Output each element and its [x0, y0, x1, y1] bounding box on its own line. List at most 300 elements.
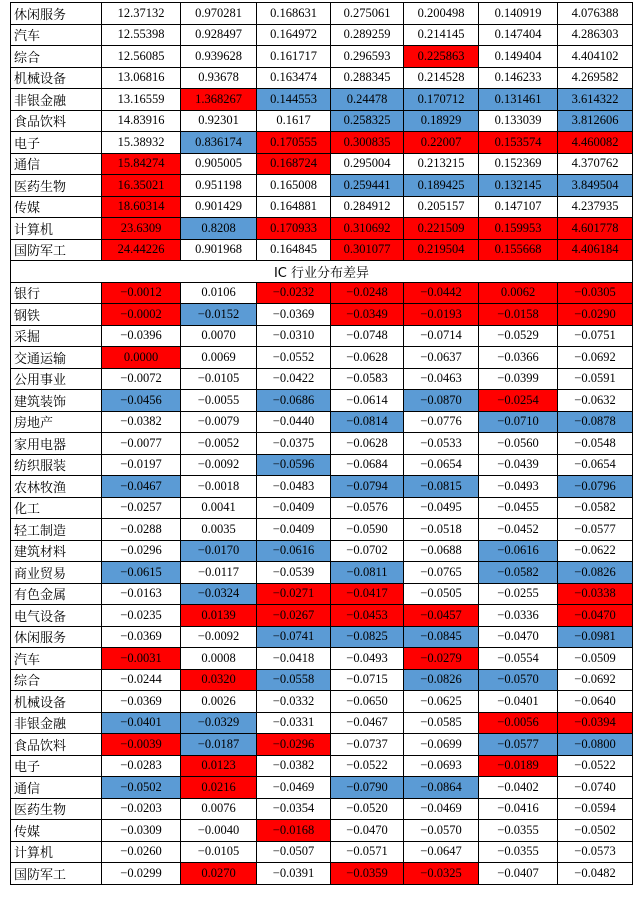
industry-name-cell: 化工: [11, 497, 102, 519]
value-cell: −0.0092: [181, 626, 257, 648]
value-cell: −0.0290: [558, 304, 633, 326]
value-cell: −0.0254: [479, 390, 558, 412]
value-cell: −0.0520: [331, 798, 404, 820]
value-cell: −0.0740: [558, 777, 633, 799]
industry-name-cell: 银行: [11, 282, 102, 304]
value-cell: −0.0715: [331, 669, 404, 691]
value-cell: 0.0106: [181, 282, 257, 304]
value-cell: −0.0349: [331, 304, 404, 326]
value-cell: −0.0375: [257, 433, 331, 455]
value-cell: 0.0216: [181, 777, 257, 799]
industry-name-cell: 商业贸易: [11, 562, 102, 584]
value-cell: −0.0688: [404, 540, 479, 562]
value-cell: −0.0699: [404, 734, 479, 756]
value-cell: −0.0203: [102, 798, 181, 820]
value-cell: −0.0244: [102, 669, 181, 691]
industry-name-cell: 电气设备: [11, 605, 102, 627]
industry-name-cell: 钢铁: [11, 304, 102, 326]
value-cell: −0.0422: [257, 368, 331, 390]
value-cell: −0.0189: [479, 755, 558, 777]
value-cell: −0.0331: [257, 712, 331, 734]
value-cell: 0.296593: [331, 46, 404, 68]
value-cell: −0.0748: [331, 325, 404, 347]
value-cell: −0.0271: [257, 583, 331, 605]
value-cell: −0.0417: [331, 583, 404, 605]
ic-table-row: [11, 540, 633, 562]
value-cell: 12.56085: [102, 46, 181, 68]
ic-table-row: [11, 583, 633, 605]
value-cell: 0.0123: [181, 755, 257, 777]
value-cell: −0.0628: [331, 347, 404, 369]
value-cell: −0.0382: [102, 411, 181, 433]
ic-table-row: [11, 411, 633, 433]
value-cell: 0.133039: [479, 110, 558, 132]
value-cell: 0.92301: [181, 110, 257, 132]
ic-table-row: [11, 755, 633, 777]
value-cell: 0.836174: [181, 132, 257, 154]
value-cell: 0.901429: [181, 196, 257, 218]
value-cell: −0.0576: [331, 497, 404, 519]
value-cell: −0.0355: [479, 841, 558, 863]
value-cell: −0.0079: [181, 411, 257, 433]
value-cell: 18.60314: [102, 196, 181, 218]
industry-name-cell: 采掘: [11, 325, 102, 347]
value-cell: −0.0577: [558, 519, 633, 541]
value-cell: −0.0571: [331, 841, 404, 863]
value-cell: −0.0354: [257, 798, 331, 820]
ic-table-row: [11, 497, 633, 519]
value-cell: −0.0369: [102, 691, 181, 713]
value-cell: 0.221509: [404, 218, 479, 240]
value-cell: 15.84274: [102, 153, 181, 175]
value-cell: −0.0845: [404, 626, 479, 648]
ic-table-row: [11, 519, 633, 541]
value-cell: −0.0453: [331, 605, 404, 627]
value-cell: −0.0741: [257, 626, 331, 648]
value-cell: −0.0692: [558, 347, 633, 369]
value-cell: −0.0309: [102, 820, 181, 842]
value-cell: −0.0170: [181, 540, 257, 562]
industry-name-cell: 农林牧渔: [11, 476, 102, 498]
ic-table-row: [11, 433, 633, 455]
value-cell: 3.812606: [558, 110, 633, 132]
industry-name-cell: 休闲服务: [11, 3, 102, 25]
value-cell: 0.18929: [404, 110, 479, 132]
value-cell: 4.460082: [558, 132, 633, 154]
value-cell: −0.0509: [558, 648, 633, 670]
value-cell: 0.0026: [181, 691, 257, 713]
value-cell: −0.0235: [102, 605, 181, 627]
industry-name-cell: 机械设备: [11, 691, 102, 713]
value-cell: 0.161717: [257, 46, 331, 68]
ic-table-row: [11, 777, 633, 799]
value-cell: −0.0399: [479, 368, 558, 390]
value-cell: 0.0008: [181, 648, 257, 670]
value-cell: −0.0469: [404, 798, 479, 820]
ic-table-row: [11, 605, 633, 627]
value-cell: −0.0714: [404, 325, 479, 347]
value-cell: −0.0765: [404, 562, 479, 584]
value-cell: 0.168631: [257, 3, 331, 25]
industry-name-cell: 家用电器: [11, 433, 102, 455]
value-cell: 4.237935: [558, 196, 633, 218]
value-cell: −0.0583: [331, 368, 404, 390]
value-cell: −0.0416: [479, 798, 558, 820]
value-cell: −0.0811: [331, 562, 404, 584]
value-cell: 0.1617: [257, 110, 331, 132]
value-cell: −0.0878: [558, 411, 633, 433]
ic-table-row: [11, 325, 633, 347]
value-cell: −0.0470: [558, 605, 633, 627]
value-cell: −0.0737: [331, 734, 404, 756]
industry-name-cell: 汽车: [11, 24, 102, 46]
value-cell: −0.0654: [404, 454, 479, 476]
value-cell: 0.144553: [257, 89, 331, 111]
value-cell: 0.147107: [479, 196, 558, 218]
value-cell: 0.164972: [257, 24, 331, 46]
value-cell: −0.0582: [479, 562, 558, 584]
ic-table-row: [11, 734, 633, 756]
value-cell: 0.289259: [331, 24, 404, 46]
value-cell: 0.0000: [102, 347, 181, 369]
value-cell: 0.200498: [404, 3, 479, 25]
value-cell: −0.0056: [479, 712, 558, 734]
value-cell: −0.0632: [558, 390, 633, 412]
value-cell: −0.0467: [331, 712, 404, 734]
value-cell: −0.0255: [479, 583, 558, 605]
value-cell: −0.0470: [479, 626, 558, 648]
value-cell: 0.301077: [331, 239, 404, 261]
value-cell: 16.35021: [102, 175, 181, 197]
value-cell: −0.0684: [331, 454, 404, 476]
value-cell: 4.601778: [558, 218, 633, 240]
value-cell: −0.0628: [331, 433, 404, 455]
top-table-row: [11, 132, 633, 154]
value-cell: 0.951198: [181, 175, 257, 197]
value-cell: −0.0560: [479, 433, 558, 455]
ic-table-row: [11, 841, 633, 863]
value-cell: −0.0279: [404, 648, 479, 670]
value-cell: −0.0573: [558, 841, 633, 863]
value-cell: 14.83916: [102, 110, 181, 132]
value-cell: −0.0168: [257, 820, 331, 842]
value-cell: −0.0585: [404, 712, 479, 734]
value-cell: −0.0329: [181, 712, 257, 734]
value-cell: −0.0870: [404, 390, 479, 412]
value-cell: −0.0359: [331, 863, 404, 885]
value-cell: −0.0800: [558, 734, 633, 756]
industry-name-cell: 医药生物: [11, 798, 102, 820]
value-cell: −0.0401: [479, 691, 558, 713]
value-cell: −0.0693: [404, 755, 479, 777]
value-cell: −0.0402: [479, 777, 558, 799]
value-cell: −0.0469: [257, 777, 331, 799]
top-section: [11, 3, 633, 261]
top-table-row: [11, 110, 633, 132]
value-cell: −0.0470: [331, 820, 404, 842]
ic-table-row: [11, 669, 633, 691]
value-cell: 0.0139: [181, 605, 257, 627]
value-cell: −0.0310: [257, 325, 331, 347]
value-cell: −0.0518: [404, 519, 479, 541]
value-cell: 13.16559: [102, 89, 181, 111]
value-cell: 4.269582: [558, 67, 633, 89]
ic-table-row: [11, 562, 633, 584]
value-cell: 0.258325: [331, 110, 404, 132]
industry-name-cell: 计算机: [11, 841, 102, 863]
value-cell: 24.44226: [102, 239, 181, 261]
value-cell: −0.0654: [558, 454, 633, 476]
value-cell: −0.0052: [181, 433, 257, 455]
value-cell: −0.0637: [404, 347, 479, 369]
value-cell: 0.24478: [331, 89, 404, 111]
value-cell: −0.0686: [257, 390, 331, 412]
value-cell: −0.0012: [102, 282, 181, 304]
value-cell: −0.0456: [102, 390, 181, 412]
value-cell: −0.0582: [558, 497, 633, 519]
top-table-row: [11, 89, 633, 111]
value-cell: 0.0062: [479, 282, 558, 304]
value-cell: −0.0163: [102, 583, 181, 605]
value-cell: −0.0622: [558, 540, 633, 562]
top-table-row: [11, 196, 633, 218]
value-cell: −0.0324: [181, 583, 257, 605]
data-table-wrapper: [10, 2, 633, 885]
value-cell: −0.0483: [257, 476, 331, 498]
value-cell: 0.275061: [331, 3, 404, 25]
value-cell: −0.0382: [257, 755, 331, 777]
value-cell: −0.0055: [181, 390, 257, 412]
section-header: [11, 261, 633, 283]
value-cell: 0.170933: [257, 218, 331, 240]
value-cell: −0.0355: [479, 820, 558, 842]
value-cell: −0.0815: [404, 476, 479, 498]
value-cell: 1.368267: [181, 89, 257, 111]
value-cell: −0.0418: [257, 648, 331, 670]
industry-name-cell: 非银金融: [11, 89, 102, 111]
value-cell: −0.0570: [479, 669, 558, 691]
value-cell: −0.0152: [181, 304, 257, 326]
value-cell: −0.0522: [558, 755, 633, 777]
value-cell: 0.0076: [181, 798, 257, 820]
value-cell: −0.0409: [257, 497, 331, 519]
value-cell: −0.0596: [257, 454, 331, 476]
value-cell: −0.0614: [331, 390, 404, 412]
value-cell: 0.164845: [257, 239, 331, 261]
value-cell: −0.0594: [558, 798, 633, 820]
value-cell: 0.205157: [404, 196, 479, 218]
ic-table-row: [11, 304, 633, 326]
value-cell: 0.146233: [479, 67, 558, 89]
value-cell: 0.159953: [479, 218, 558, 240]
value-cell: −0.0299: [102, 863, 181, 885]
value-cell: −0.0394: [558, 712, 633, 734]
value-cell: −0.0463: [404, 368, 479, 390]
value-cell: 0.189425: [404, 175, 479, 197]
value-cell: −0.0455: [479, 497, 558, 519]
value-cell: −0.0507: [257, 841, 331, 863]
industry-name-cell: 传媒: [11, 196, 102, 218]
value-cell: 0.93678: [181, 67, 257, 89]
ic-table-row: [11, 626, 633, 648]
value-cell: 0.140919: [479, 3, 558, 25]
value-cell: 0.213215: [404, 153, 479, 175]
value-cell: −0.0539: [257, 562, 331, 584]
value-cell: 0.300835: [331, 132, 404, 154]
value-cell: 0.310692: [331, 218, 404, 240]
industry-name-cell: 国防军工: [11, 863, 102, 885]
value-cell: 0.214528: [404, 67, 479, 89]
value-cell: −0.0616: [257, 540, 331, 562]
value-cell: 0.259441: [331, 175, 404, 197]
industry-name-cell: 综合: [11, 669, 102, 691]
value-cell: −0.0031: [102, 648, 181, 670]
value-cell: −0.0092: [181, 454, 257, 476]
ic-table-row: [11, 282, 633, 304]
industry-name-cell: 机械设备: [11, 67, 102, 89]
value-cell: 0.165008: [257, 175, 331, 197]
value-cell: −0.0558: [257, 669, 331, 691]
value-cell: −0.0197: [102, 454, 181, 476]
value-cell: −0.0396: [102, 325, 181, 347]
value-cell: −0.0826: [558, 562, 633, 584]
value-cell: −0.0391: [257, 863, 331, 885]
value-cell: 23.6309: [102, 218, 181, 240]
industry-name-cell: 综合: [11, 46, 102, 68]
value-cell: 4.286303: [558, 24, 633, 46]
industry-name-cell: 国防军工: [11, 239, 102, 261]
industry-name-cell: 食品饮料: [11, 734, 102, 756]
value-cell: −0.0117: [181, 562, 257, 584]
value-cell: 4.404102: [558, 46, 633, 68]
industry-name-cell: 建筑材料: [11, 540, 102, 562]
value-cell: −0.0552: [257, 347, 331, 369]
industry-name-cell: 食品饮料: [11, 110, 102, 132]
value-cell: −0.0040: [181, 820, 257, 842]
value-cell: −0.0193: [404, 304, 479, 326]
top-table-row: [11, 175, 633, 197]
value-cell: 0.131461: [479, 89, 558, 111]
value-cell: −0.0864: [404, 777, 479, 799]
value-cell: −0.0625: [404, 691, 479, 713]
value-cell: −0.0002: [102, 304, 181, 326]
value-cell: 0.970281: [181, 3, 257, 25]
value-cell: −0.0018: [181, 476, 257, 498]
industry-name-cell: 汽车: [11, 648, 102, 670]
value-cell: −0.0505: [404, 583, 479, 605]
value-cell: −0.0260: [102, 841, 181, 863]
ic-table-row: [11, 798, 633, 820]
value-cell: 4.076388: [558, 3, 633, 25]
value-cell: −0.0440: [257, 411, 331, 433]
value-cell: −0.0457: [404, 605, 479, 627]
value-cell: −0.0039: [102, 734, 181, 756]
industry-name-cell: 计算机: [11, 218, 102, 240]
value-cell: −0.0401: [102, 712, 181, 734]
ic-table-row: [11, 347, 633, 369]
value-cell: −0.0825: [331, 626, 404, 648]
value-cell: −0.0570: [404, 820, 479, 842]
value-cell: 4.370762: [558, 153, 633, 175]
ic-table-row: [11, 454, 633, 476]
value-cell: −0.0616: [479, 540, 558, 562]
value-cell: 0.153574: [479, 132, 558, 154]
value-cell: 0.0041: [181, 497, 257, 519]
value-cell: 3.614322: [558, 89, 633, 111]
value-cell: −0.0776: [404, 411, 479, 433]
ic-table-row: [11, 368, 633, 390]
industry-name-cell: 医药生物: [11, 175, 102, 197]
value-cell: −0.0407: [479, 863, 558, 885]
value-cell: −0.0502: [558, 820, 633, 842]
top-table-row: [11, 3, 633, 25]
industry-name-cell: 通信: [11, 777, 102, 799]
value-cell: −0.0369: [257, 304, 331, 326]
value-cell: −0.0533: [404, 433, 479, 455]
industry-name-cell: 休闲服务: [11, 626, 102, 648]
value-cell: −0.0814: [331, 411, 404, 433]
value-cell: 0.170555: [257, 132, 331, 154]
value-cell: 0.8208: [181, 218, 257, 240]
top-table-row: [11, 67, 633, 89]
value-cell: −0.0296: [102, 540, 181, 562]
value-cell: 0.147404: [479, 24, 558, 46]
value-cell: 0.225863: [404, 46, 479, 68]
value-cell: 3.849504: [558, 175, 633, 197]
value-cell: −0.0495: [404, 497, 479, 519]
value-cell: 0.0069: [181, 347, 257, 369]
value-cell: −0.0072: [102, 368, 181, 390]
value-cell: −0.0467: [102, 476, 181, 498]
industry-data-table: [10, 2, 633, 885]
value-cell: −0.0283: [102, 755, 181, 777]
value-cell: −0.0332: [257, 691, 331, 713]
value-cell: 0.0070: [181, 325, 257, 347]
section-title-ic: IC 行业分布差异: [11, 261, 633, 283]
value-cell: −0.0647: [404, 841, 479, 863]
value-cell: −0.0409: [257, 519, 331, 541]
value-cell: −0.0702: [331, 540, 404, 562]
top-table-row: [11, 46, 633, 68]
ic-table-row: [11, 820, 633, 842]
value-cell: −0.0710: [479, 411, 558, 433]
value-cell: 0.152369: [479, 153, 558, 175]
value-cell: −0.0522: [331, 755, 404, 777]
value-cell: 0.22007: [404, 132, 479, 154]
value-cell: 0.168724: [257, 153, 331, 175]
value-cell: 0.149404: [479, 46, 558, 68]
industry-name-cell: 传媒: [11, 820, 102, 842]
value-cell: −0.0248: [331, 282, 404, 304]
value-cell: −0.0640: [558, 691, 633, 713]
value-cell: 0.901968: [181, 239, 257, 261]
value-cell: 0.0035: [181, 519, 257, 541]
value-cell: −0.0548: [558, 433, 633, 455]
industry-name-cell: 有色金属: [11, 583, 102, 605]
ic-section: [11, 282, 633, 884]
value-cell: 0.164881: [257, 196, 331, 218]
value-cell: 15.38932: [102, 132, 181, 154]
value-cell: 0.905005: [181, 153, 257, 175]
value-cell: −0.0591: [558, 368, 633, 390]
ic-table-row: [11, 390, 633, 412]
value-cell: −0.0325: [404, 863, 479, 885]
value-cell: −0.0981: [558, 626, 633, 648]
value-cell: 4.406184: [558, 239, 633, 261]
value-cell: −0.0615: [102, 562, 181, 584]
value-cell: 0.155668: [479, 239, 558, 261]
value-cell: −0.0796: [558, 476, 633, 498]
